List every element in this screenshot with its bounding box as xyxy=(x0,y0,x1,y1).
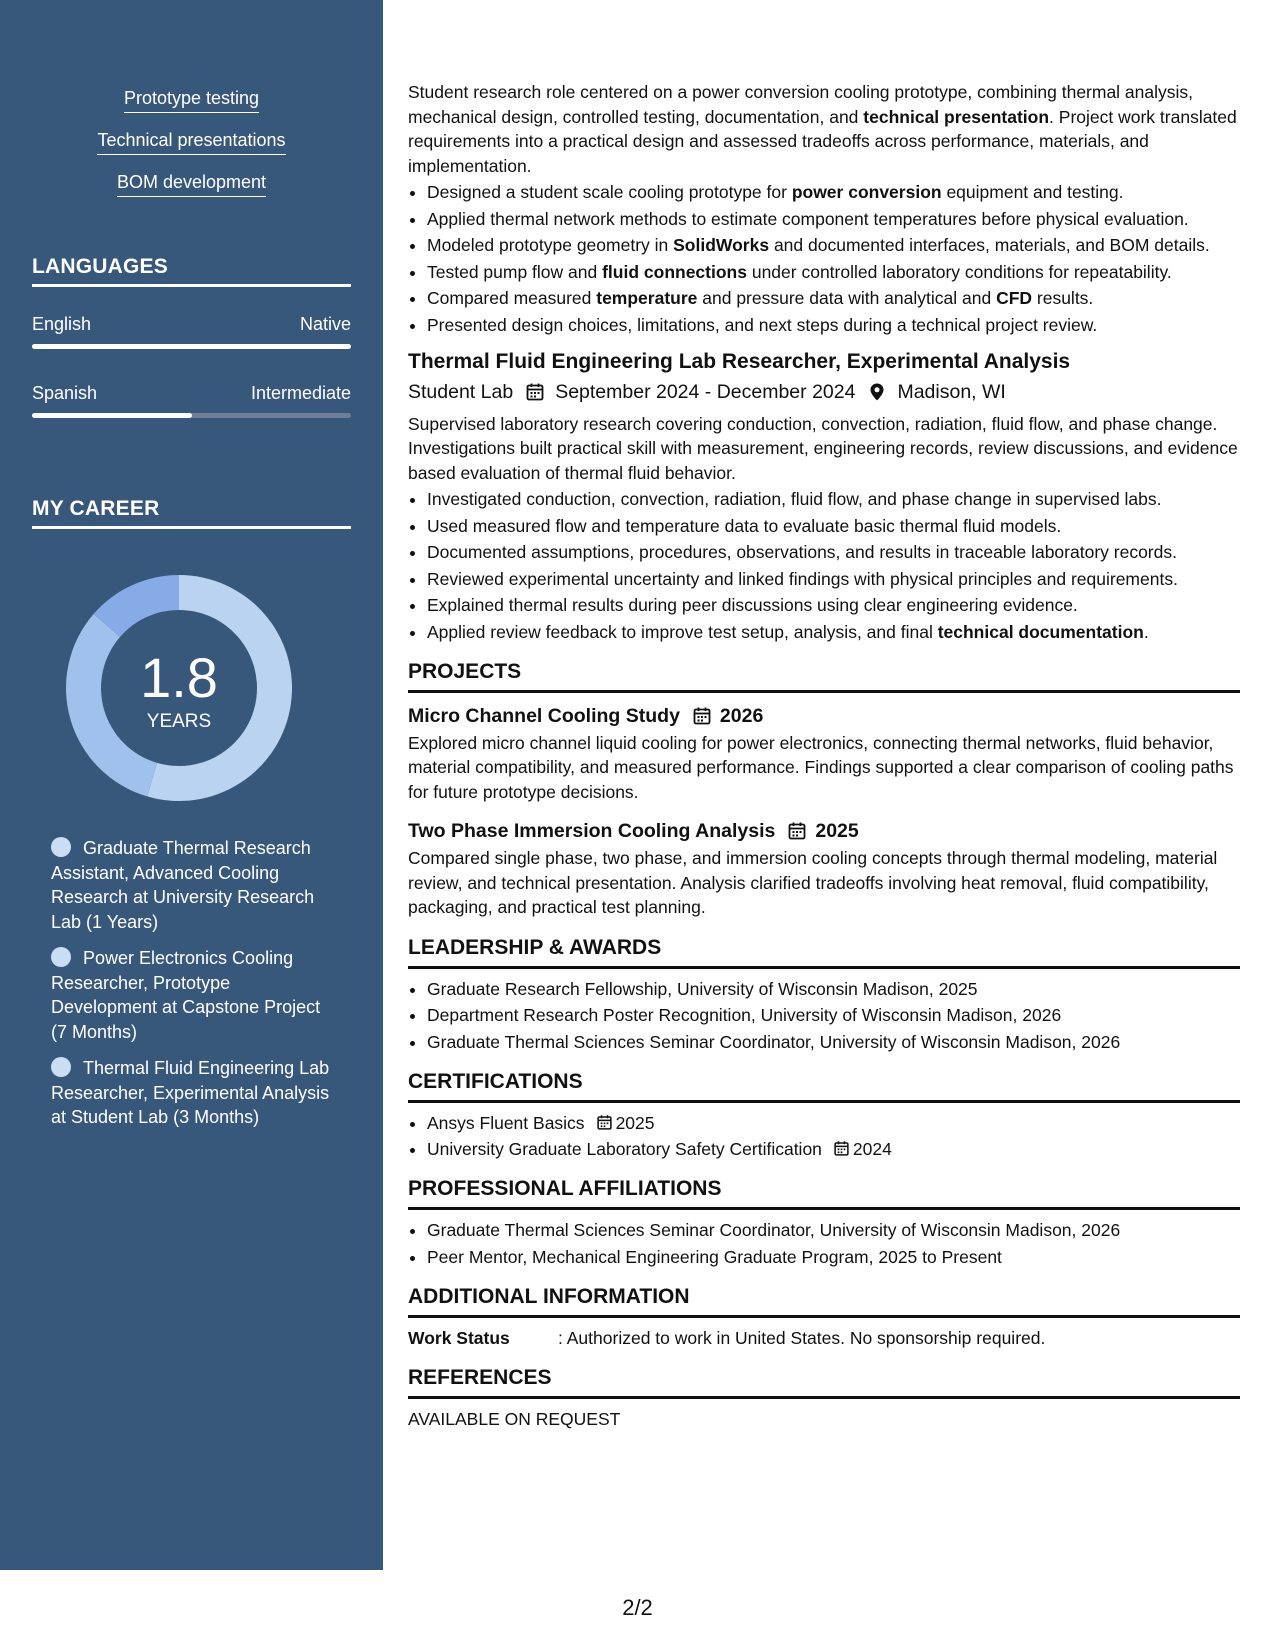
award-item: • Graduate Thermal Sciences Seminar Coordinator, University of Wisconsin Madison, 2026 xyxy=(427,1030,1240,1054)
career-total-years: 1.8 xyxy=(140,646,218,709)
language-bar-fill xyxy=(32,413,192,418)
certification-item: • University Graduate Laboratory Safety Certification 2024 xyxy=(427,1137,1240,1161)
project-name: Micro Channel Cooling Study xyxy=(408,704,680,727)
sidebar xyxy=(0,0,383,1570)
projects-title: PROJECTS xyxy=(408,658,1240,693)
career-title: MY CAREER xyxy=(32,497,351,529)
page-number: 2/2 xyxy=(622,1595,653,1620)
job-bullet: • Investigated conduction, convection, radiation, fluid flow, and phase change in supervised labs. xyxy=(427,487,1240,511)
affiliation-item: • Graduate Thermal Sciences Seminar Coordinator, University of Wisconsin Madison, 2026 xyxy=(427,1218,1240,1242)
language-level: Intermediate xyxy=(250,383,351,403)
language-name: English xyxy=(32,314,92,334)
skill-item: Prototype testing xyxy=(124,88,259,113)
calendar-icon xyxy=(525,382,545,402)
work-status-row xyxy=(408,1326,1240,1351)
language-bar-fill xyxy=(32,344,351,349)
job-bullet: • Modeled prototype geometry in SolidWorks and documented interfaces, materials, and BOM details. xyxy=(427,233,1240,257)
calendar-icon xyxy=(596,1114,613,1131)
language-row-english xyxy=(32,314,351,335)
project-year: 2026 xyxy=(719,704,764,727)
affiliations-title: PROFESSIONAL AFFILIATIONS xyxy=(408,1175,1240,1210)
awards-list xyxy=(408,977,1240,1054)
job-bullet: • Compared measured temperature and pressure data with analytical and CFD results. xyxy=(427,286,1240,310)
career-item: Thermal Fluid Engineering Lab Researcher, Experimental Analysis at Student Lab (3 Months) xyxy=(51,1058,330,1127)
work-status-value: : Authorized to work in United States. No sponsorship required. xyxy=(558,1327,1046,1348)
job-location: Madison, WI xyxy=(897,380,1006,403)
calendar-icon xyxy=(787,821,807,841)
job-company: Student Lab xyxy=(408,380,514,403)
skill-item: Technical presentations xyxy=(97,130,285,155)
job-bullet: • Designed a student scale cooling prototype for power conversion equipment and testing. xyxy=(427,180,1240,204)
job-bullet: • Applied thermal network methods to estimate component temperatures before physical evaluation. xyxy=(427,207,1240,231)
job-summary: Supervised laboratory research covering conduction, convection, radiation, fluid flow, and phase change. Investigations built practical skill with measurement, engineering records, review discussions, and evidence based evaluation of thermal fluid behavior. xyxy=(408,413,1238,483)
references-value: AVAILABLE ON REQUEST xyxy=(408,1409,621,1429)
career-dot-icon xyxy=(51,1057,71,1077)
job-bullet: • Reviewed experimental uncertainty and linked findings with physical principles and requirements. xyxy=(427,567,1240,591)
award-item: • Department Research Poster Recognition, University of Wisconsin Madison, 2026 xyxy=(427,1003,1240,1027)
location-pin-icon xyxy=(867,382,887,402)
calendar-icon xyxy=(833,1140,850,1157)
job-bullet: • Tested pump flow and fluid connections under controlled laboratory conditions for repeatability. xyxy=(427,260,1240,284)
language-row-spanish xyxy=(32,383,351,404)
job-bullet: • Explained thermal results during peer discussions using clear engineering evidence. xyxy=(427,593,1240,617)
additional-info-title: ADDITIONAL INFORMATION xyxy=(408,1283,1240,1318)
affiliations-list xyxy=(408,1218,1240,1269)
project-year: 2025 xyxy=(815,820,859,842)
job-meta xyxy=(408,377,1240,407)
job-title: Thermal Fluid Engineering Lab Researcher, Experimental Analysis xyxy=(408,349,1071,373)
main-content xyxy=(408,80,1240,1432)
certification-item: • Ansys Fluent Basics 2025 xyxy=(427,1111,1240,1135)
career-dot-icon xyxy=(51,837,71,857)
language-bar-spanish xyxy=(32,413,351,418)
language-name: Spanish xyxy=(32,383,98,403)
project-title xyxy=(408,701,1240,731)
career-total-unit: YEARS xyxy=(146,711,212,732)
work-status-label: Work Status xyxy=(408,1327,510,1348)
job-dates: September 2024 - December 2024 xyxy=(555,380,856,403)
project-description: Explored micro channel liquid cooling for power electronics, connecting thermal networks, fluid behavior, material compatibility, and measured performance. Findings supported a clear comparison of cooling paths for future prototype decisions. xyxy=(408,732,1234,802)
job-bullets xyxy=(408,487,1240,644)
affiliation-item: • Peer Mentor, Mechanical Engineering Graduate Program, 2025 to Present xyxy=(427,1245,1240,1269)
languages-title: LANGUAGES xyxy=(32,255,351,287)
career-list xyxy=(51,836,331,1142)
award-item: • Graduate Research Fellowship, University of Wisconsin Madison, 2025 xyxy=(427,977,1240,1001)
certifications-list xyxy=(408,1111,1240,1162)
career-item: Power Electronics Cooling Researcher, Prototype Development at Capstone Project (7 Months) xyxy=(51,948,321,1042)
language-bar-english xyxy=(32,344,351,349)
project-name: Two Phase Immersion Cooling Analysis xyxy=(408,820,776,842)
job-bullet: • Documented assumptions, procedures, observations, and results in traceable laboratory records. xyxy=(427,540,1240,564)
job-bullet: • Applied review feedback to improve test setup, analysis, and final technical documentation. xyxy=(427,620,1240,644)
project-description: Compared single phase, two phase, and immersion cooling concepts through thermal modeling, material review, and technical presentation. Analysis clarified tradeoffs involving heat removal, fluid compatibility, packaging, and practical test planning. xyxy=(408,848,1218,917)
references-title: REFERENCES xyxy=(408,1364,1240,1399)
project-title xyxy=(408,816,1240,846)
language-level: Native xyxy=(299,314,351,334)
certifications-title: CERTIFICATIONS xyxy=(408,1068,1240,1103)
awards-title: LEADERSHIP & AWARDS xyxy=(408,934,1240,969)
career-item: Graduate Thermal Research Assistant, Advanced Cooling Research at University Research Lab (1 Years) xyxy=(51,838,315,932)
calendar-icon xyxy=(692,706,712,726)
job-bullet: • Used measured flow and temperature data to evaluate basic thermal fluid models. xyxy=(427,514,1240,538)
skills-list xyxy=(0,88,383,214)
skill-item: BOM development xyxy=(117,172,266,197)
job-bullet: • Presented design choices, limitations, and next steps during a technical project review. xyxy=(427,313,1240,337)
career-dot-icon xyxy=(51,947,71,967)
job-bullets xyxy=(408,180,1240,337)
job-summary: Student research role centered on a power conversion cooling prototype, combining thermal analysis, mechanical design, controlled testing, documentation, and technical presentation. Project work translated requirements into a practical design and assessed tradeoffs across performance, materials, and implementation. xyxy=(408,82,1237,176)
